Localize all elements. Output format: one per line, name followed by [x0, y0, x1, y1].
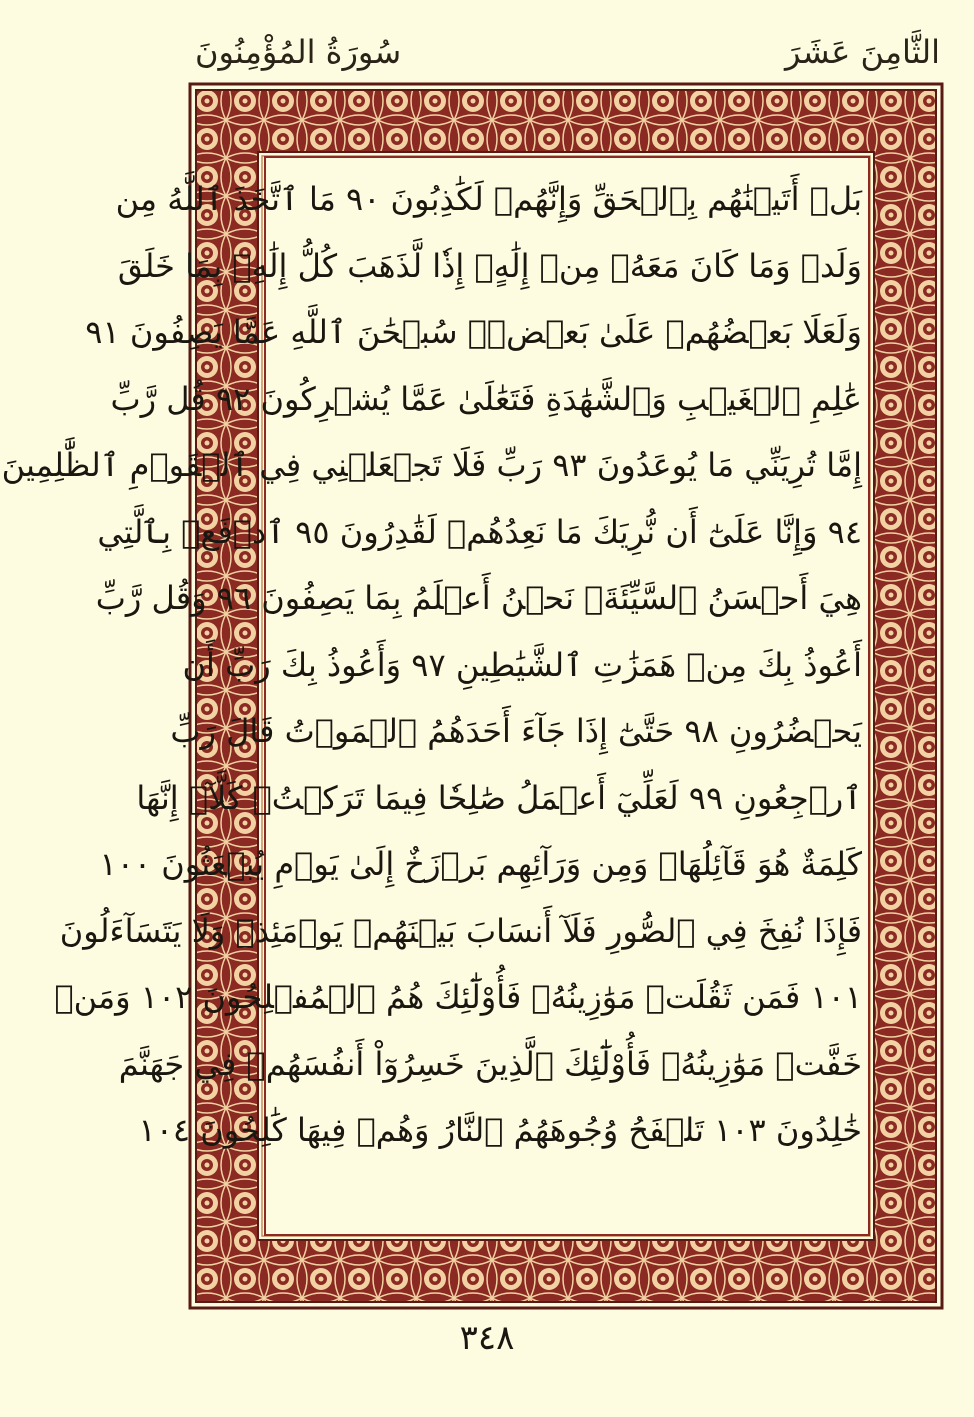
verse-line: فَإِذَا نُفِخَ فِي ٱلصُّورِ فَلَآ أَنسَابَ بَيۡنَهُمۡ يَوۡمَئِذٖ وَلَا يَتَسَآءَلُونَ	[59, 911, 862, 950]
verse-line: بَلۡ أَتَيۡنَٰهُم بِٱلۡحَقِّ وَإِنَّهُمۡ لَكَٰذِبُونَ ٩٠ مَا ٱتَّخَذَ ٱللَّهُ مِن	[115, 180, 862, 218]
verse-line: خَفَّتۡ مَوَٰزِينُهُۥ فَأُوْلَٰٓئِكَ ٱلَّذِينَ خَسِرُوٓاْ أَنفُسَهُمۡ فِي جَهَنَّمَ	[118, 1044, 862, 1083]
verse-text-area	[1, 156, 870, 1236]
verse-line: كَلِمَةٌ هُوَ قَآئِلُهَاۖ وَمِن وَرَآئِهِم بَرۡزَخٌ إِلَىٰ يَوۡمِ يُبۡعَثُونَ ١٠٠	[99, 845, 862, 883]
verse-line: وَلَدٖ وَمَا كَانَ مَعَهُۥ مِنۡ إِلَٰهٍۚ إِذٗا لَّذَهَبَ كُلُّ إِلَٰهِۭ بِمَا خَلَقَ	[117, 246, 862, 285]
verse-line: ٱرۡجِعُونِ ٩٩ لَعَلِّيٓ أَعۡمَلُ صَٰلِحٗا فِيمَا تَرَكۡتُۚ كَلَّآۚ إِنَّهَا	[136, 778, 862, 817]
verse-line: يَحۡضُرُونِ ٩٨ حَتَّىٰٓ إِذَا جَآءَ أَحَدَهُمُ ٱلۡمَوۡتُ قَالَ رَبِّ	[170, 712, 862, 750]
verse-line: ٩٤ وَإِنَّا عَلَىٰٓ أَن نُّرِيَكَ مَا نَعِدُهُمۡ لَقَٰدِرُونَ ٩٥ ٱدۡفَعۡ بِٱلَّتِي	[97, 512, 862, 551]
verse-line: هِيَ أَحۡسَنُ ٱلسَّيِّئَةَۚ نَحۡنُ أَعۡلَمُ بِمَا يَصِفُونَ ٩٦ وَقُل رَّبِّ	[95, 579, 862, 617]
verse-line: خَٰلِدُونَ ١٠٣ تَلۡفَحُ وُجُوهَهُمُ ٱلنَّارُ وَهُمۡ فِيهَا كَٰلِحُونَ ١٠٤	[138, 1111, 862, 1149]
verse-line: عَٰلِمِ ٱلۡغَيۡبِ وَٱلشَّهَٰدَةِ فَتَعَٰلَىٰ عَمَّا يُشۡرِكُونَ ٩٢ قُل رَّبِّ	[110, 379, 862, 418]
juz-name-header: الثَّامِنَ عَشَرَ	[784, 33, 940, 71]
surah-name-header: سُورَةُ المُؤْمِنُونَ	[195, 33, 402, 71]
verse-line: وَلَعَلَا بَعۡضُهُمۡ عَلَىٰ بَعۡضٖۚ سُبۡحَٰنَ ٱللَّهِ عَمَّا يَصِفُونَ ٩١	[85, 313, 862, 351]
verse-line: ١٠١ فَمَن ثَقُلَتۡ مَوَٰزِينُهُۥ فَأُوْلَٰٓئِكَ هُمُ ٱلۡمُفۡلِحُونَ ١٠٢ وَمَنۡ	[54, 978, 862, 1016]
verse-line: أَعُوذُ بِكَ مِنۡ هَمَزَٰتِ ٱلشَّيَٰطِينِ ٩٧ وَأَعُوذُ بِكَ رَبِّ أَن	[182, 645, 862, 684]
verse-line: إِمَّا تُرِيَنِّي مَا يُوعَدُونَ ٩٣ رَبِّ فَلَا تَجۡعَلۡنِي فِي ٱلۡقَوۡمِ ٱلظَّٰلِمِينَ	[1, 446, 862, 484]
page-number: ٣٤٨	[459, 1318, 515, 1358]
